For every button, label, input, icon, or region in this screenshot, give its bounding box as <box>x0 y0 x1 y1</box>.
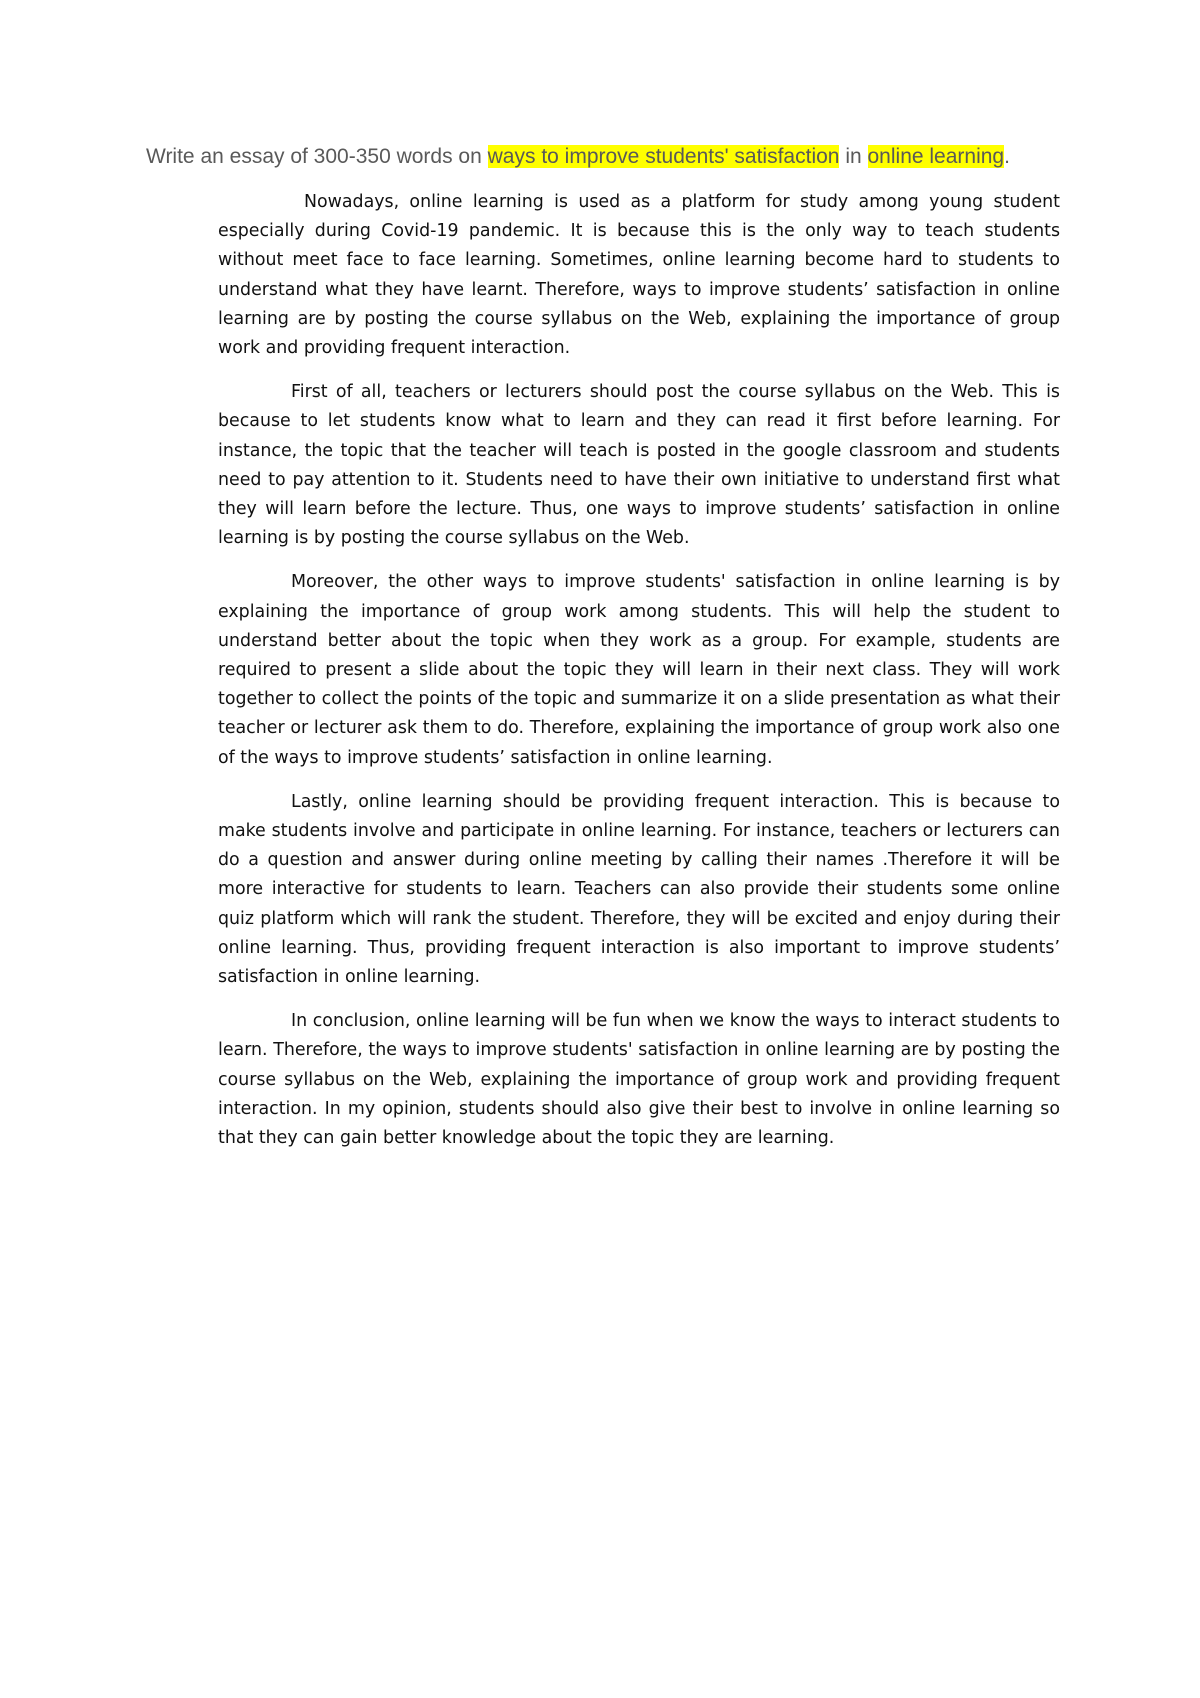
essay-paragraph-body-3: Lastly, online learning should be providing frequent interaction. This is because to make students involve and participate in online learning. For instance, teachers or lecturers can do a question and answer during online meeting by calling their names .Therefore it will be more interactive for students to learn. Teachers can also provide their students some online quiz platform which will rank the student. Therefore, they will be excited and enjoy during their online learning. Thus, providing frequent interaction is also important to improve students’ satisfaction in online learning. <box>218 791 1060 988</box>
prompt-highlight-topic: ways to improve students' satisfaction <box>487 145 840 168</box>
prompt-text-3: . <box>1004 145 1010 168</box>
essay-paragraph-body-1: First of all, teachers or lecturers should post the course syllabus on the Web. This is because to let students know what to learn and they can read it first before learning. For instance, the topic that the teacher will teach is posted in the google classroom and students need to pay attention to it. Students need to have their own initiative to understand first what they will learn before the lecture. Thus, one ways to improve students’ satisfaction in online learning is by posting the course syllabus on the Web. <box>218 382 1060 549</box>
prompt-text-2: in <box>839 145 868 168</box>
essay-paragraph-conclusion: In conclusion, online learning will be fun when we know the ways to interact students to learn. Therefore, the ways to improve students' satisfaction in online learning are by posting the course syllabus on the Web, explaining the importance of group work and providing frequent interaction. In my opinion, students should also give their best to involve in online learning so that they can gain better knowledge about the topic they are learning. <box>218 1011 1060 1149</box>
essay-prompt <box>146 143 1146 171</box>
essay-paragraph-introduction: Nowadays, online learning is used as a platform for study among young student especially during Covid-19 pandemic. It is because this is the only way to teach students without meet face to face learning. Sometimes, online learning become hard to students to understand what they have learnt. Therefore, ways to improve students’ satisfaction in online learning are by posting the course syllabus on the Web, explaining the importance of group work and providing frequent interaction. <box>218 192 1060 359</box>
prompt-text-1: Write an essay of 300-350 words on <box>146 145 488 168</box>
prompt-highlight-context: online learning <box>867 145 1005 168</box>
essay-body <box>218 188 1060 1168</box>
essay-paragraph-body-2: Moreover, the other ways to improve students' satisfaction in online learning is by explaining the importance of group work among students. This will help the student to understand better about the topic when they work as a group. For example, students are required to present a slide about the topic they will learn in their next class. They will work together to collect the points of the topic and summarize it on a slide presentation as what their teacher or lecturer ask them to do. Therefore, explaining the importance of group work also one of the ways to improve students’ satisfaction in online learning. <box>218 572 1060 768</box>
